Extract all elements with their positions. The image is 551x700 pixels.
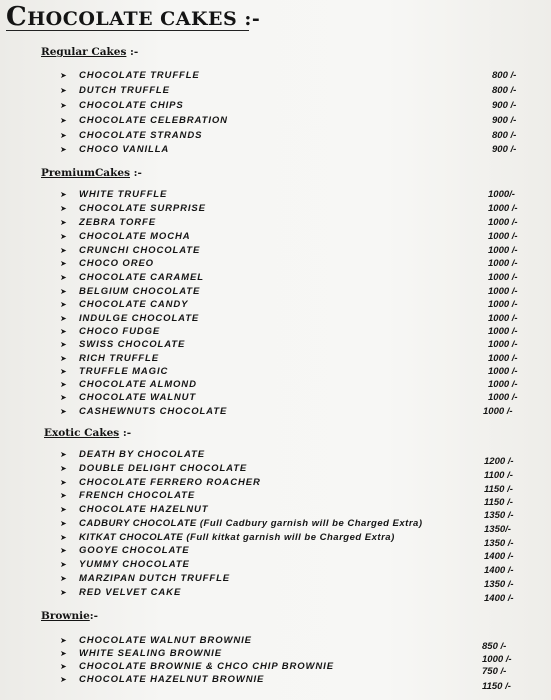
menu-item bbox=[0, 114, 551, 128]
bullet-icon: ➤ bbox=[60, 273, 67, 282]
item-name: SWISS CHOCOLATE bbox=[79, 339, 186, 350]
item-price: 1000 /- bbox=[488, 339, 518, 350]
menu-item bbox=[0, 647, 551, 665]
bullet-icon: ➤ bbox=[60, 190, 67, 199]
menu-item bbox=[0, 298, 551, 312]
item-name: INDULGE CHOCOLATE bbox=[79, 313, 200, 324]
menu-item bbox=[0, 673, 551, 692]
menu-item bbox=[0, 257, 551, 271]
bullet-icon: ➤ bbox=[60, 300, 67, 309]
item-name: MARZIPAN DUTCH TRUFFLE bbox=[79, 573, 231, 584]
item-name: RICH TRUFFLE bbox=[79, 353, 159, 364]
menu-item bbox=[0, 503, 551, 521]
item-price: 1000 /- bbox=[488, 326, 518, 337]
menu-item bbox=[0, 285, 551, 299]
section-heading-label: PremiumCakes bbox=[41, 167, 130, 179]
bullet-icon: ➤ bbox=[60, 340, 67, 349]
menu-item bbox=[0, 312, 551, 326]
item-price: 1000 /- bbox=[488, 286, 518, 297]
item-name: WHITE SEALING BROWNIE bbox=[79, 648, 222, 659]
item-price: 1000 /- bbox=[488, 203, 518, 214]
item-name: CHOCO OREO bbox=[79, 258, 154, 269]
page-title bbox=[6, 2, 281, 32]
bullet-icon: ➤ bbox=[60, 505, 67, 514]
bullet-icon: ➤ bbox=[60, 662, 67, 671]
item-price: 800 /- bbox=[492, 130, 517, 141]
item-price: 1000 /- bbox=[488, 379, 518, 390]
section-heading-suffix: :- bbox=[119, 427, 132, 439]
item-name: CHOCOLATE WALNUT bbox=[79, 392, 197, 403]
item-price: 900 /- bbox=[492, 115, 517, 126]
bullet-icon: ➤ bbox=[60, 145, 67, 154]
item-price: 1000 /- bbox=[488, 258, 518, 269]
item-name: CHOCOLATE CARAMEL bbox=[79, 272, 204, 283]
bullet-icon: ➤ bbox=[60, 519, 67, 528]
item-price: 1000 /- bbox=[488, 272, 518, 283]
bullet-icon: ➤ bbox=[60, 327, 67, 336]
item-name: CADBURY CHOCOLATE (Full Cadbury garnish will be Charged Extra) bbox=[79, 518, 423, 529]
menu-item bbox=[0, 531, 551, 549]
item-name: CHOCOLATE HAZELNUT BROWNIE bbox=[79, 674, 265, 685]
item-price: 1400 /- bbox=[484, 551, 514, 562]
item-name: CHOCOLATE CANDY bbox=[79, 299, 189, 310]
item-name: RED VELVET CAKE bbox=[79, 587, 182, 598]
item-name: CHOCOLATE MOCHA bbox=[79, 231, 191, 242]
bullet-icon: ➤ bbox=[60, 649, 67, 658]
item-name: CHOCOLATE WALNUT BROWNIE bbox=[79, 635, 252, 646]
bullet-icon: ➤ bbox=[60, 116, 67, 125]
item-name: CHOCOLATE BROWNIE & CHCO CHIP BROWNIE bbox=[79, 661, 334, 672]
bullet-icon: ➤ bbox=[60, 588, 67, 597]
menu-item bbox=[0, 69, 551, 83]
menu-item bbox=[0, 378, 551, 392]
item-name: DOUBLE DELIGHT CHOCOLATE bbox=[79, 463, 248, 474]
item-name: KITKAT CHOCOLATE (Full kitkat garnish will be Charged Extra) bbox=[79, 532, 395, 543]
section-heading-brownie bbox=[41, 610, 98, 622]
bullet-icon: ➤ bbox=[60, 560, 67, 569]
bullet-icon: ➤ bbox=[60, 218, 67, 227]
bullet-icon: ➤ bbox=[60, 546, 67, 555]
section-heading-premium-cakes bbox=[41, 167, 142, 179]
bullet-icon: ➤ bbox=[60, 314, 67, 323]
item-price: 1200 /- bbox=[484, 456, 514, 467]
menu-item bbox=[0, 489, 551, 508]
section-heading-suffix: :- bbox=[129, 167, 142, 179]
item-price: 1000 /- bbox=[488, 299, 518, 310]
section-heading-regular-cakes bbox=[41, 46, 138, 58]
item-name: BELGIUM CHOCOLATE bbox=[79, 286, 201, 297]
menu-item bbox=[0, 84, 551, 98]
item-name: CHOCOLATE CHIPS bbox=[79, 100, 184, 111]
bullet-icon: ➤ bbox=[60, 232, 67, 241]
bullet-icon: ➤ bbox=[60, 533, 67, 542]
menu-item bbox=[0, 230, 551, 244]
item-name: GOOYE CHOCOLATE bbox=[79, 545, 190, 556]
item-price: 900 /- bbox=[492, 100, 517, 111]
bullet-icon: ➤ bbox=[60, 574, 67, 583]
item-name: YUMMY CHOCOLATE bbox=[79, 559, 190, 570]
item-name: CHOCOLATE ALMOND bbox=[79, 379, 197, 390]
item-price: 1000 /- bbox=[488, 392, 518, 403]
item-price: 1000 /- bbox=[488, 366, 518, 377]
bullet-icon: ➤ bbox=[60, 86, 67, 95]
bullet-icon: ➤ bbox=[60, 393, 67, 402]
item-price: 1350 /- bbox=[484, 510, 514, 521]
item-name: CHOCOLATE SURPRISE bbox=[79, 203, 206, 214]
menu-item bbox=[0, 143, 551, 157]
menu-item bbox=[0, 325, 551, 339]
menu-item bbox=[0, 544, 551, 562]
item-price: 1000 /- bbox=[482, 654, 512, 665]
item-price: 1000 /- bbox=[488, 313, 518, 324]
menu-item bbox=[0, 271, 551, 285]
item-price: 1350 /- bbox=[484, 538, 514, 549]
item-price: 1150 /- bbox=[484, 497, 513, 508]
item-price: 1000 /- bbox=[488, 245, 518, 256]
item-name: CHOCOLATE STRANDS bbox=[79, 130, 203, 141]
title-underline bbox=[6, 30, 249, 31]
item-price: 1400 /- bbox=[484, 565, 514, 576]
item-price: 1350 /- bbox=[484, 579, 514, 590]
item-price: 800 /- bbox=[492, 85, 517, 96]
menu-item bbox=[0, 244, 551, 258]
item-price: 900 /- bbox=[492, 144, 517, 155]
item-name: CHOCOLATE FERRERO ROACHER bbox=[79, 477, 261, 488]
bullet-icon: ➤ bbox=[60, 71, 67, 80]
menu-item bbox=[0, 365, 551, 379]
bullet-icon: ➤ bbox=[60, 675, 67, 684]
title-text: HOCOLATE CAKES :- bbox=[27, 8, 261, 30]
item-price: 850 /- bbox=[482, 641, 507, 652]
item-name: CRUNCHI CHOCOLATE bbox=[79, 245, 201, 256]
item-price: 1100 /- bbox=[484, 470, 513, 481]
item-price: 1150 /- bbox=[482, 681, 511, 692]
menu-item bbox=[0, 391, 551, 405]
item-name: CHOCOLATE CELEBRATION bbox=[79, 115, 228, 126]
menu-item bbox=[0, 517, 551, 535]
item-price: 1150 /- bbox=[484, 484, 513, 495]
menu-item bbox=[0, 216, 551, 230]
item-price: 1000 /- bbox=[483, 406, 513, 417]
bullet-icon: ➤ bbox=[60, 478, 67, 487]
menu-item bbox=[0, 188, 551, 202]
menu-item bbox=[0, 129, 551, 143]
item-name: CHOCOLATE TRUFFLE bbox=[79, 70, 200, 81]
menu-item bbox=[0, 338, 551, 352]
menu-item bbox=[0, 586, 551, 604]
menu-item bbox=[0, 99, 551, 113]
item-name: ZEBRA TORFE bbox=[79, 217, 156, 228]
menu-item bbox=[0, 572, 551, 590]
menu-item bbox=[0, 448, 551, 467]
item-name: DUTCH TRUFFLE bbox=[79, 85, 170, 96]
item-name: CHOCO FUDGE bbox=[79, 326, 161, 337]
item-name: CHOCO VANILLA bbox=[79, 144, 170, 155]
item-name: CHOCOLATE HAZELNUT bbox=[79, 504, 209, 515]
menu-item bbox=[0, 558, 551, 576]
section-heading-suffix: :- bbox=[89, 610, 98, 622]
bullet-icon: ➤ bbox=[60, 464, 67, 473]
item-name: WHITE TRUFFLE bbox=[79, 189, 168, 200]
bullet-icon: ➤ bbox=[60, 450, 67, 459]
bullet-icon: ➤ bbox=[60, 380, 67, 389]
menu-item bbox=[0, 202, 551, 216]
menu-item bbox=[0, 476, 551, 495]
item-price: 1000 /- bbox=[488, 353, 518, 364]
section-heading-suffix: :- bbox=[126, 46, 139, 58]
menu-item bbox=[0, 352, 551, 366]
item-price: 750 /- bbox=[482, 666, 507, 677]
item-name: CASHEWNUTS CHOCOLATE bbox=[79, 406, 228, 417]
menu-item bbox=[0, 660, 551, 677]
bullet-icon: ➤ bbox=[60, 407, 67, 416]
item-name: TRUFFLE MAGIC bbox=[79, 366, 169, 377]
item-price: 1000/- bbox=[488, 189, 515, 200]
section-heading-label: Brownie bbox=[41, 610, 90, 622]
bullet-icon: ➤ bbox=[60, 491, 67, 500]
bullet-icon: ➤ bbox=[60, 354, 67, 363]
section-heading-label: Regular Cakes bbox=[41, 46, 127, 58]
menu-item bbox=[0, 634, 551, 652]
bullet-icon: ➤ bbox=[60, 367, 67, 376]
bullet-icon: ➤ bbox=[60, 246, 67, 255]
bullet-icon: ➤ bbox=[60, 287, 67, 296]
menu-item bbox=[0, 462, 551, 481]
bullet-icon: ➤ bbox=[60, 101, 67, 110]
section-heading-label: Exotic Cakes bbox=[44, 427, 120, 439]
item-price: 1400 /- bbox=[484, 593, 514, 604]
item-price: 800 /- bbox=[492, 70, 517, 81]
item-price: 1000 /- bbox=[488, 231, 518, 242]
section-heading-exotic-cakes bbox=[44, 427, 131, 439]
bullet-icon: ➤ bbox=[60, 131, 67, 140]
item-price: 1000 /- bbox=[488, 217, 518, 228]
bullet-icon: ➤ bbox=[60, 636, 67, 645]
item-name: DEATH BY CHOCOLATE bbox=[79, 449, 205, 460]
item-price: 1350/- bbox=[484, 524, 511, 535]
bullet-icon: ➤ bbox=[60, 204, 67, 213]
bullet-icon: ➤ bbox=[60, 259, 67, 268]
item-name: FRENCH CHOCOLATE bbox=[79, 490, 196, 501]
menu-item bbox=[0, 405, 551, 419]
title-initial: C bbox=[6, 2, 28, 32]
